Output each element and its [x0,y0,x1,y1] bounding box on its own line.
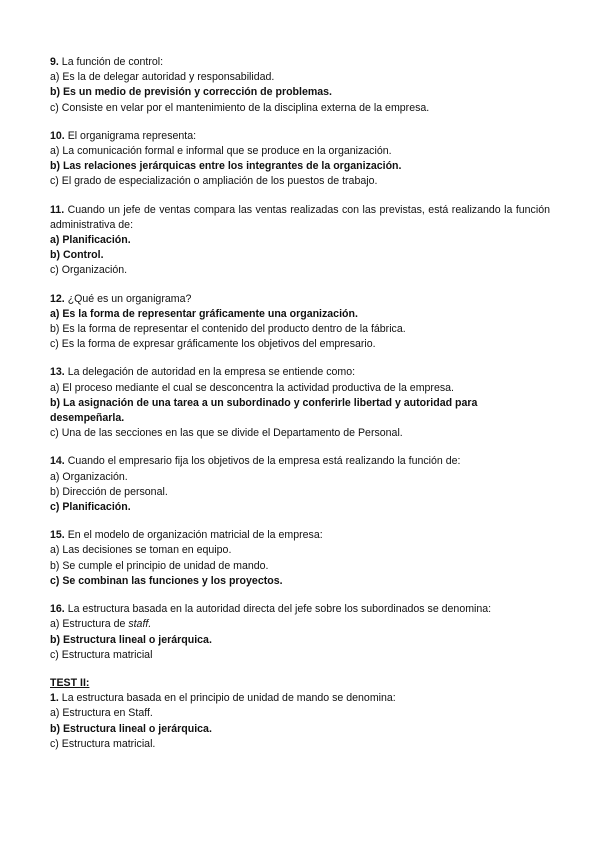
question-16 [50,602,550,663]
option-a: a) El proceso mediante el cual se desconcentra la actividad productiva de la empresa. [50,381,454,394]
option-c: c) Estructura matricial. [50,737,156,750]
question-number: 9. [50,56,59,68]
option-c: c) Es la forma de expresar gráficamente los objetivos del empresario. [50,338,376,351]
question-stem [50,602,550,617]
question-number: 12. [50,292,65,305]
question-number: 14. [50,455,65,468]
option-a: a) Es la de delegar autoridad y responsabilidad. [50,71,275,84]
question-number: 16. [50,603,65,616]
question-text: Cuando el empresario fija los objetivos de la empresa está realizando la función de: [67,455,461,468]
test-2-section [50,676,550,752]
question-stem [50,691,550,706]
question-stem [50,528,550,543]
option-b: b) Se cumple el principio de unidad de mando. [50,559,269,572]
option-b-correct: b) Estructura lineal o jerárquica. [50,633,212,646]
question-number: 10. [50,129,65,142]
document-page [50,55,550,765]
option-c-correct: c) Se combinan las funciones y los proyectos. [50,574,283,587]
option-b-correct: b) Las relaciones jerárquicas entre los integrantes de la organización. [50,160,402,173]
option-c: c) Organización. [50,264,128,277]
option-a: a) Estructura en Staff. [50,707,153,720]
option-b: b) Es la forma de representar el contenido del producto dentro de la fábrica. [50,323,406,336]
option-a: a) La comunicación formal e informal que se produce en la organización. [50,145,392,158]
option-c: c) Estructura matricial [50,648,153,661]
question-stem [50,129,550,144]
question-9 [50,55,550,116]
option-b: b) Dirección de personal. [50,485,168,498]
question-number: 13. [50,366,65,379]
option-b-correct: b) Es un medio de previsión y corrección de problemas. [50,86,332,99]
option-c: c) Consiste en velar por el mantenimiento de la disciplina externa de la empresa. [50,101,430,114]
question-stem [50,454,550,469]
question-15 [50,528,550,589]
question-stem [50,203,550,233]
question-text: ¿Qué es un organigrama? [67,292,192,305]
option-a-correct: a) Planificación. [50,234,131,247]
question-text: La estructura basada en el principio de unidad de mando se denomina: [61,692,396,705]
question-text: La estructura basada en la autoridad directa del jefe sobre los subordinados se denomina: [67,603,492,616]
question-text: El organigrama representa: [67,129,197,142]
question-11 [50,203,550,279]
option-c: c) El grado de especialización o ampliación de los puestos de trabajo. [50,175,378,188]
question-text: Cuando un jefe de ventas compara las ventas realizadas con las previstas, está realizando la función administrativa de: [50,203,550,231]
question-stem [50,365,550,380]
option-a: a) Organización. [50,470,128,483]
option-c: c) Una de las secciones en las que se divide el Departamento de Personal. [50,427,403,440]
option-a [50,617,550,632]
question-stem [50,292,550,307]
option-a-text: a) Estructura de [50,618,129,631]
option-a: a) Las decisiones se toman en equipo. [50,544,232,557]
question-text: En el modelo de organización matricial de la empresa: [67,529,323,542]
question-10 [50,129,550,190]
question-stem [50,55,550,70]
question-13 [50,365,550,441]
option-a-italic-term: staff. [128,618,152,631]
option-a-correct: a) Es la forma de representar gráficamente una organización. [50,307,358,320]
question-text: La delegación de autoridad en la empresa se entiende como: [67,366,356,379]
question-number: 15. [50,529,65,542]
question-12 [50,292,550,353]
question-text: La función de control: [61,56,164,68]
option-b-correct: b) Control. [50,249,104,262]
question-number: 1. [50,692,59,705]
option-b-correct: b) La asignación de una tarea a un subordinado y conferirle libertad y autoridad para desempeñarla. [50,396,478,425]
question-number: 11. [50,203,65,216]
question-14 [50,454,550,515]
option-c-correct: c) Planificación. [50,501,131,514]
option-b-correct: b) Estructura lineal o jerárquica. [50,722,212,735]
section-heading: TEST II: [50,676,90,689]
